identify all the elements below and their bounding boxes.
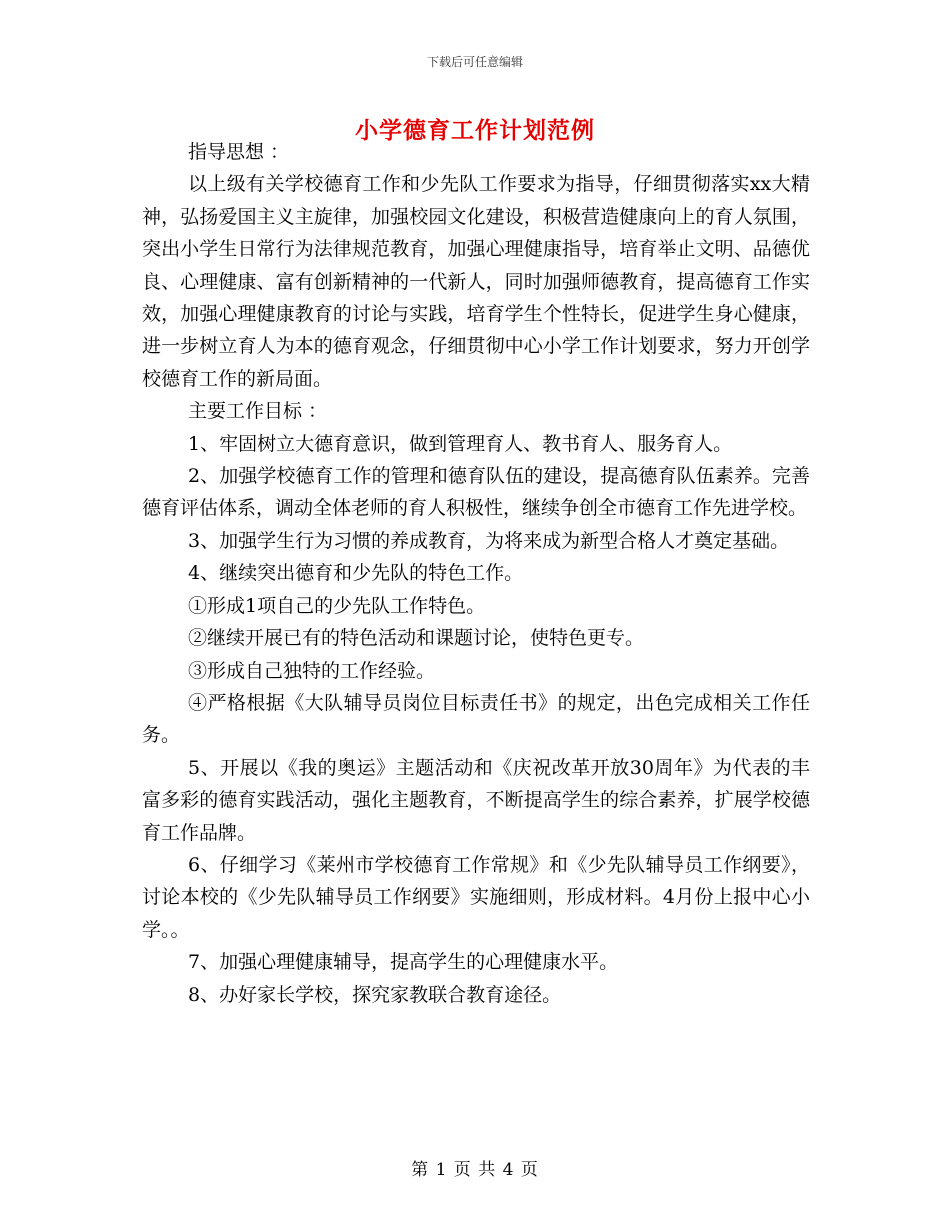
page-header: 下载后可任意编辑	[426, 55, 523, 69]
list-item: 5、开展以《我的奥运》主题活动和《庆祝改革开放30周年》为代表的丰富多彩的德育实践活动，强化主题教育，不断提高学生的综合素养，扩展学校德育工作品牌。	[142, 756, 810, 844]
sub-list-item: ③形成自己独特的工作经验。	[188, 659, 436, 682]
section-heading-guiding-ideology: 指导思想 ：	[188, 141, 290, 163]
sub-list-item: ①形成1项自己的少先队工作特色。	[188, 594, 486, 617]
list-item: 4、继续突出德育和少先队的特色工作。	[188, 562, 524, 585]
list-item: 7、加强心理健康辅导，提高学生的心理健康水平。	[188, 951, 619, 974]
sub-list-item: ②继续开展已有的特色活动和课题讨论，使特色更专。	[188, 627, 645, 650]
list-item: 3、加强学生行为习惯的养成教育，为将来成为新型合格人才奠定基础。	[188, 529, 790, 552]
sub-list-item: ④严格根据《大队辅导员岗位目标责任书》的规定，出色完成相关工作任务。	[142, 691, 810, 747]
document-body	[142, 136, 810, 1011]
list-item: 2、加强学校德育工作的管理和德育队伍的建设，提高德育队伍素养。完善德育评估体系，调动全体老师的育人积极性，继续争创全市德育工作先进学校。	[142, 465, 810, 520]
section-heading-main-goals: 主要工作目标 ：	[188, 400, 328, 423]
paragraph: 以上级有关学校德育工作和少先队工作要求为指导，仔细贯彻落实xx大精神，弘扬爱国主义主旋律，加强校园文化建设，积极营造健康向上的育人氛围，突出小学生日常行为法律规范教育，加强心理健康指导，培育举止文明、品德优良、心理健康、富有创新精神的一代新人，同时加强师德教育，提高德育工作实效，加强心理健康教育的讨论与实践，培育学生个性特长，促进学生身心健康，进一步树立育人为本的德育观念，仔细贯彻中心小学工作计划要求，努力开创学校德育工作的新局面。	[142, 173, 810, 390]
list-item: 8、办好家长学校，探究家教联合教育途径。	[188, 983, 562, 1006]
list-item: 6、仔细学习《莱州市学校德育工作常规》和《少先队辅导员工作纲要》，讨论本校的《少先队辅导员工作纲要》实施细则，形成材料。4月份上报中心小学。。	[142, 853, 810, 941]
list-item: 1、牢固树立大德育意识，做到管理育人、教书育人、服务育人。	[188, 432, 733, 455]
page-number: 第 1 页 共 4 页	[411, 1160, 539, 1180]
document-title: 小学德育工作计划范例	[355, 117, 595, 144]
